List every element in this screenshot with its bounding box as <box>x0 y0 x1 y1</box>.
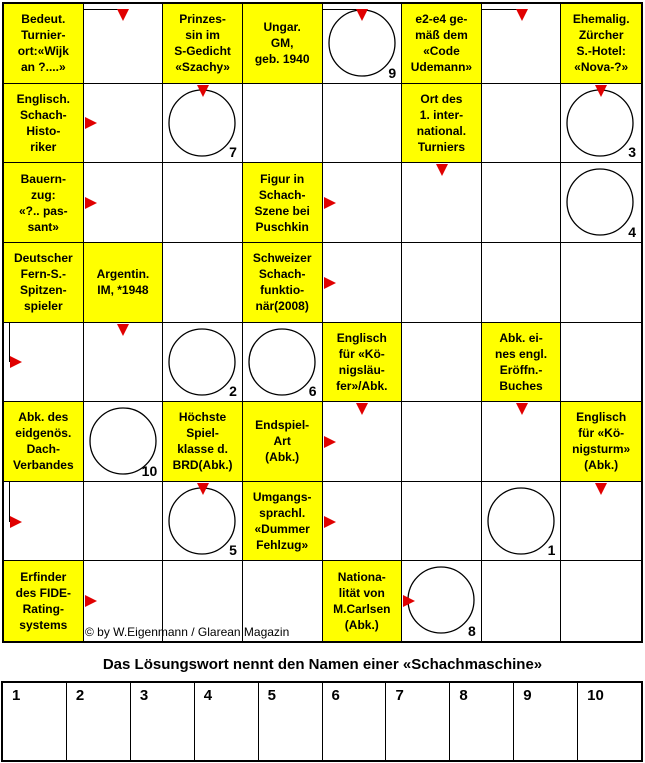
clue-text: Ungar. GM, geb. 1940 <box>254 20 310 67</box>
clue-cell <box>561 402 641 482</box>
clue-cell <box>4 4 84 84</box>
grid-cell[interactable] <box>402 323 482 403</box>
grid-cell[interactable] <box>84 4 164 84</box>
solution-box-number: 1 <box>12 687 21 704</box>
clue-cell <box>323 323 403 403</box>
solution-box[interactable] <box>514 683 578 760</box>
clue-text: Englisch für «Kö- nigsläu- fer»/Abk. <box>336 330 388 393</box>
solution-box-number: 5 <box>267 687 276 704</box>
solution-box-number: 9 <box>523 687 532 704</box>
clue-text: Erfinder des FIDE- Rating- systems <box>15 570 71 633</box>
clue-text: Nationa- lität von M.Carlsen (Abk.) <box>333 570 391 633</box>
solution-box-number: 2 <box>75 687 85 704</box>
crossword-grid <box>2 2 643 643</box>
solution-box-number: 8 <box>459 687 468 704</box>
solution-box[interactable] <box>578 683 641 760</box>
grid-cell[interactable] <box>482 482 562 562</box>
arrow-right-icon <box>403 595 415 607</box>
solution-box[interactable] <box>3 683 67 760</box>
grid-cell[interactable] <box>163 482 243 562</box>
grid-cell[interactable] <box>163 163 243 243</box>
solution-box[interactable] <box>323 683 387 760</box>
clue-text: Endspiel- Art (Abk.) <box>255 418 310 465</box>
grid-cell[interactable] <box>402 402 482 482</box>
solution-box[interactable] <box>67 683 131 760</box>
solution-circle-icon <box>167 88 237 161</box>
clue-text: Bauern- zug: «?.. pas- sant» <box>18 171 68 234</box>
solution-circle-icon <box>406 565 476 635</box>
grid-cell[interactable] <box>323 4 403 84</box>
arrow-right-icon <box>324 197 336 209</box>
solution-circle-icon <box>565 167 635 237</box>
clue-text: Umgangs- sprachl. «Dummer Fehlzug» <box>252 490 312 553</box>
grid-cell[interactable] <box>402 163 482 243</box>
solution-number: 5 <box>229 542 237 559</box>
arrow-right-icon <box>10 356 22 368</box>
grid-cell[interactable] <box>84 163 164 243</box>
solution-box[interactable] <box>131 683 195 760</box>
grid-cell[interactable] <box>323 84 403 164</box>
clue-text: Prinzes- sin im S-Gedicht «Szachy» <box>174 12 231 75</box>
clue-cell <box>4 84 84 164</box>
solution-circle-icon <box>167 486 237 559</box>
clue-cell <box>561 4 641 84</box>
clue-text: Deutscher Fern-S.- Spitzen- spieler <box>13 251 73 314</box>
clue-text: e2-e4 ge- mäß dem «Code Udemann» <box>410 12 473 75</box>
arrow-right-icon <box>324 516 336 528</box>
grid-cell[interactable] <box>4 482 84 562</box>
grid-cell[interactable] <box>402 243 482 323</box>
clue-cell <box>84 243 164 323</box>
grid-cell[interactable] <box>482 243 562 323</box>
solution-number: 2 <box>229 383 237 400</box>
solution-number: 3 <box>628 144 636 161</box>
grid-cell[interactable] <box>84 402 164 482</box>
grid-cell[interactable] <box>402 561 482 641</box>
grid-cell[interactable] <box>323 243 403 323</box>
solution-number: 9 <box>388 64 397 81</box>
grid-cell[interactable] <box>561 163 641 243</box>
arrow-down-icon <box>197 483 209 495</box>
arrow-down-icon <box>436 164 448 176</box>
clue-cell <box>4 402 84 482</box>
grid-cell[interactable] <box>243 84 323 164</box>
arrow-down-icon <box>595 483 607 495</box>
clue-cell <box>243 243 323 323</box>
grid-cell[interactable] <box>561 323 641 403</box>
solution-number: 1 <box>547 542 556 559</box>
arrow-down-icon <box>117 324 129 336</box>
grid-cell[interactable] <box>163 323 243 403</box>
clue-cell <box>482 323 562 403</box>
arrow-right-icon <box>85 595 97 607</box>
arrow-down-icon <box>516 9 528 21</box>
solution-number: 4 <box>628 223 636 240</box>
grid-cell[interactable] <box>323 402 403 482</box>
solution-number: 8 <box>467 623 476 639</box>
solution-number: 7 <box>229 144 237 161</box>
clue-cell <box>4 243 84 323</box>
grid-cell[interactable] <box>561 561 641 641</box>
arrow-down-icon <box>595 85 607 97</box>
clue-cell <box>163 4 243 84</box>
solution-number: 10 <box>141 462 158 479</box>
arrow-right-icon <box>324 277 336 289</box>
solution-box[interactable] <box>386 683 450 760</box>
clue-text: Englisch. Schach- Histo- riker <box>16 91 70 154</box>
grid-cell[interactable] <box>482 402 562 482</box>
solution-circle-icon <box>565 88 636 161</box>
arrow-down-icon <box>356 403 368 415</box>
clue-text: Bedeut. Turnier- ort:«Wijk an ?....» <box>17 12 69 75</box>
clue-cell <box>243 4 323 84</box>
solution-row <box>1 681 643 762</box>
grid-cell[interactable] <box>323 163 403 243</box>
clue-text: Höchste Spiel- klasse d. BRD(Abk.) <box>172 410 233 473</box>
clue-cell <box>243 402 323 482</box>
grid-cell[interactable] <box>402 482 482 562</box>
clue-cell <box>402 4 482 84</box>
clue-cell <box>163 402 243 482</box>
clue-cell <box>323 561 403 641</box>
copyright-text: © by W.Eigenmann / Glarean Magazin <box>85 625 290 639</box>
solution-circle-icon <box>247 327 317 400</box>
solution-number: 6 <box>308 383 317 400</box>
clue-text: Ehemalig. Zürcher S.-Hotel: «Nova-?» <box>572 12 630 75</box>
clue-text: Argentin. IM, *1948 <box>96 267 150 298</box>
grid-cell[interactable] <box>482 163 562 243</box>
clue-text: Abk. ei- nes engl. Eröffn.- Buches <box>495 330 548 393</box>
clue-cell <box>402 84 482 164</box>
arrow-down-icon <box>117 9 129 21</box>
grid-cell[interactable] <box>84 84 164 164</box>
grid-cell[interactable] <box>561 84 641 164</box>
clue-text: Abk. des eidgenös. Dach- Verbandes <box>12 410 74 473</box>
solution-box-number: 7 <box>395 687 404 704</box>
grid-cell[interactable] <box>561 482 641 562</box>
clue-cell <box>243 163 323 243</box>
clue-text: Figur in Schach- Szene bei Puschkin <box>254 171 310 234</box>
arrow-right-icon <box>85 117 97 129</box>
grid-cell[interactable] <box>243 323 323 403</box>
arrow-down-icon <box>516 403 528 415</box>
clue-cell <box>4 163 84 243</box>
solution-box-number: 10 <box>587 687 604 704</box>
grid-cell[interactable] <box>482 84 562 164</box>
grid-cell[interactable] <box>482 4 562 84</box>
clue-cell <box>4 561 84 641</box>
clue-text: Schweizer Schach- funktio- när(2008) <box>252 251 312 314</box>
solution-box[interactable] <box>259 683 323 760</box>
solution-box-number: 4 <box>203 687 213 704</box>
solution-circle-icon <box>486 486 556 559</box>
clue-text: Englisch für «Kö- nigsturm» (Abk.) <box>572 410 631 473</box>
solution-circle-icon <box>167 327 237 400</box>
grid-cell[interactable] <box>4 323 84 403</box>
clue-cell <box>243 482 323 562</box>
grid-cell[interactable] <box>163 243 243 323</box>
solution-box-number: 3 <box>139 687 149 704</box>
clue-text: Ort des 1. inter- national. Turniers <box>416 91 467 154</box>
solution-box[interactable] <box>450 683 514 760</box>
grid-cell[interactable] <box>323 482 403 562</box>
arrow-right-icon <box>10 516 22 528</box>
grid-cell[interactable] <box>84 482 164 562</box>
arrow-right-icon <box>85 197 97 209</box>
grid-cell[interactable] <box>561 243 641 323</box>
solution-box[interactable] <box>195 683 259 760</box>
arrow-down-icon <box>197 85 209 97</box>
arrow-down-icon <box>356 9 368 21</box>
grid-cell[interactable] <box>482 561 562 641</box>
grid-cell[interactable] <box>84 323 164 403</box>
solution-title: Das Lösungswort nennt den Namen einer «Schachmaschine» <box>102 656 543 673</box>
grid-cell[interactable] <box>163 84 243 164</box>
solution-box-number: 6 <box>331 687 340 704</box>
arrow-right-icon <box>324 436 336 448</box>
